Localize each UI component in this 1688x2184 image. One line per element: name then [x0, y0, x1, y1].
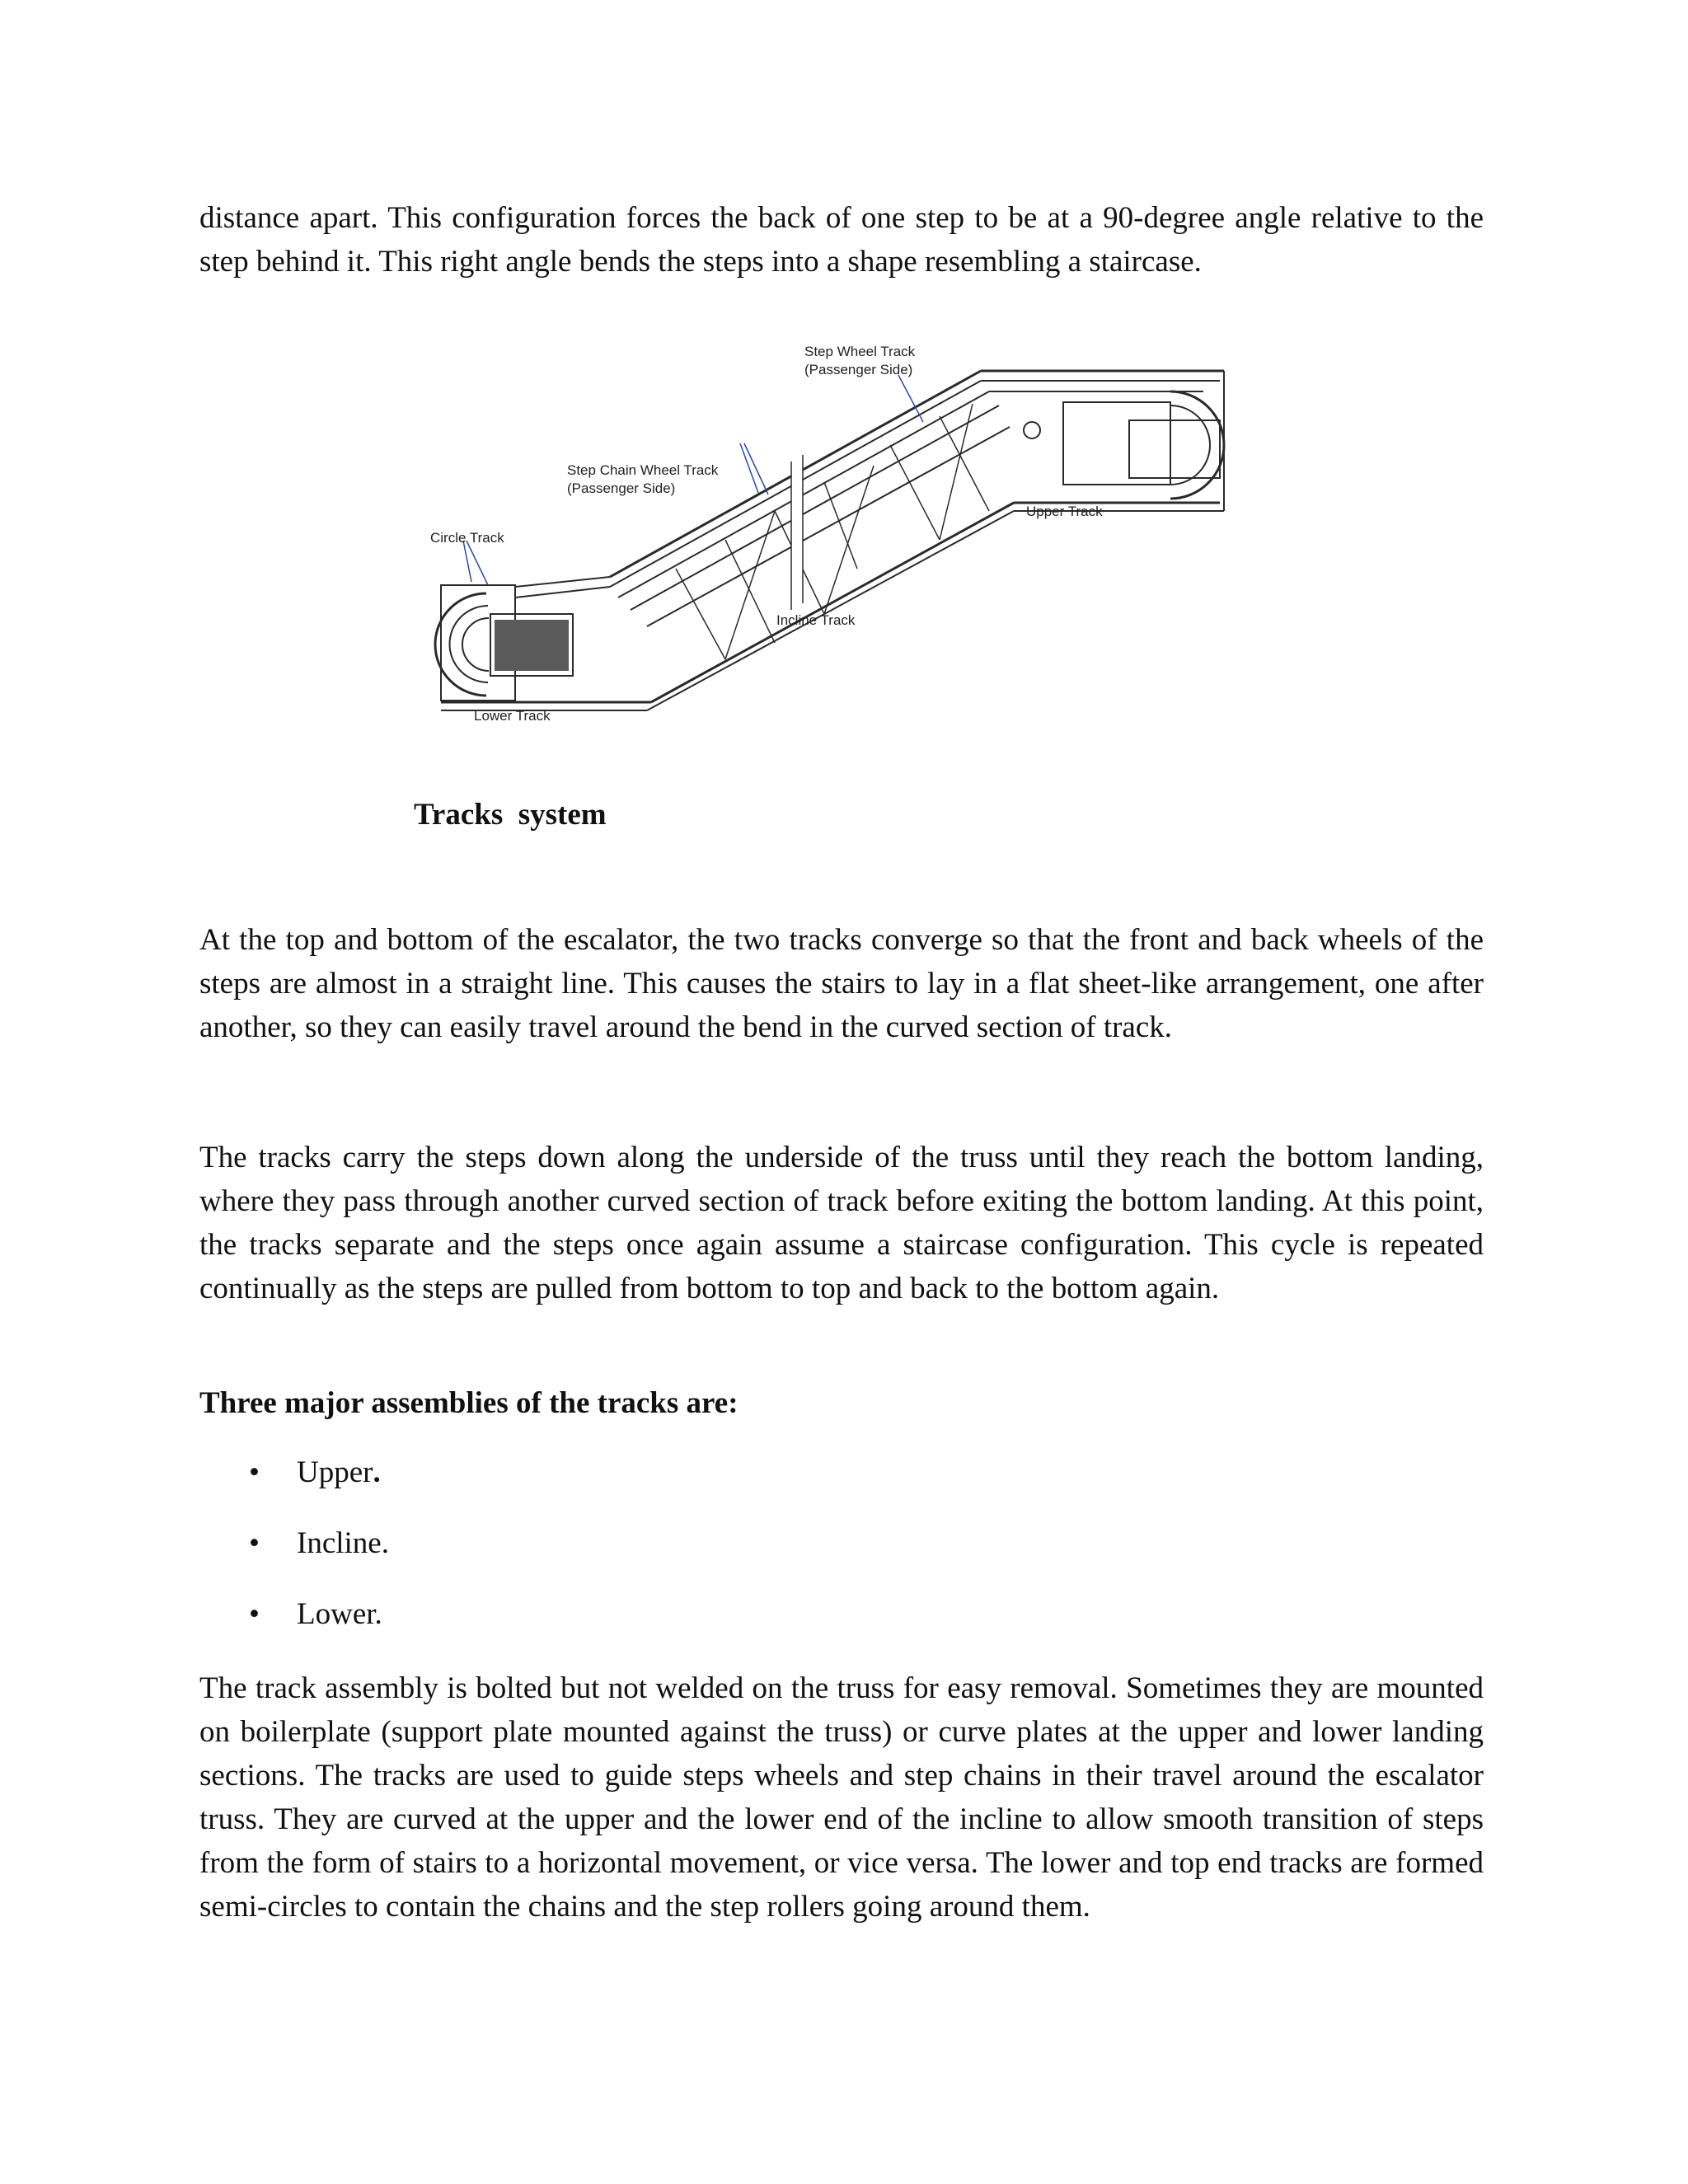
list-item-text: Upper	[297, 1455, 373, 1489]
bullet-icon: •	[249, 1526, 260, 1560]
label-circle-track: Circle Track	[430, 530, 504, 546]
intro-paragraph: distance apart. This configuration forces the back of one step to be at a 90-degree angle relative to the step behind it. This right angle bends the steps into a shape resembling a staircase.	[199, 201, 1484, 279]
assembly-paragraph: The track assembly is bolted but not welded on the truss for easy removal. Sometimes they are mounted on boilerplate (support plate mounted against the truss) or curve plates at the upper and lower landing sections. The tracks are used to guide steps wheels and step chains in their travel around the escalator truss. They are curved at the upper and the lower end of the incline to allow smooth transition of steps from the form of stairs to a horizontal movement, or vice versa. The lower and top end tracks are formed semi-circles to contain the chains and the step rollers going around them.	[199, 1671, 1484, 1924]
label-step-wheel-track: Step Wheel Track	[804, 344, 916, 359]
list-item	[199, 1451, 389, 1521]
underside-paragraph: The tracks carry the steps down along the underside of the truss until they reach the bottom landing, where they pass through another curved section of track before exiting the bottom landing. At this point, the tracks separate and the steps once again assume a staircase configuration. This cycle is repeated continually as the steps are pulled from bottom to top and back to the bottom again.	[199, 1141, 1484, 1305]
upper-landing-structure	[981, 371, 1224, 511]
label-upper-track: Upper Track	[1026, 504, 1103, 519]
list-item-suffix: .	[373, 1455, 381, 1489]
figure-caption: Tracks system	[414, 798, 607, 832]
label-incline-track: Incline Track	[776, 612, 856, 628]
tracks-system-diagram	[412, 330, 1245, 725]
bullet-icon: •	[249, 1597, 260, 1631]
list-item	[199, 1592, 389, 1663]
assemblies-heading: Three major assemblies of the tracks are:	[199, 1386, 738, 1420]
list-item-text: Incline.	[297, 1526, 389, 1560]
list-item	[199, 1521, 389, 1592]
label-step-chain-wheel-track: Step Chain Wheel Track	[567, 462, 719, 478]
incline-truss	[610, 371, 1014, 710]
label-leader-lines	[463, 375, 923, 585]
label-lower-track: Lower Track	[474, 708, 551, 724]
converge-paragraph: At the top and bottom of the escalator, the two tracks converge so that the front and back wheels of the steps are almost in a straight line. This causes the stairs to lay in a flat sheet-like arrangement, one after another, so they can easily travel around the bend in the curved section of track.	[199, 923, 1484, 1044]
list-item-text: Lower.	[297, 1597, 382, 1631]
assemblies-list	[199, 1451, 389, 1663]
label-step-chain-wheel-track-side: (Passenger Side)	[567, 480, 676, 496]
label-step-wheel-track-side: (Passenger Side)	[804, 362, 913, 377]
bullet-icon: •	[249, 1455, 260, 1489]
